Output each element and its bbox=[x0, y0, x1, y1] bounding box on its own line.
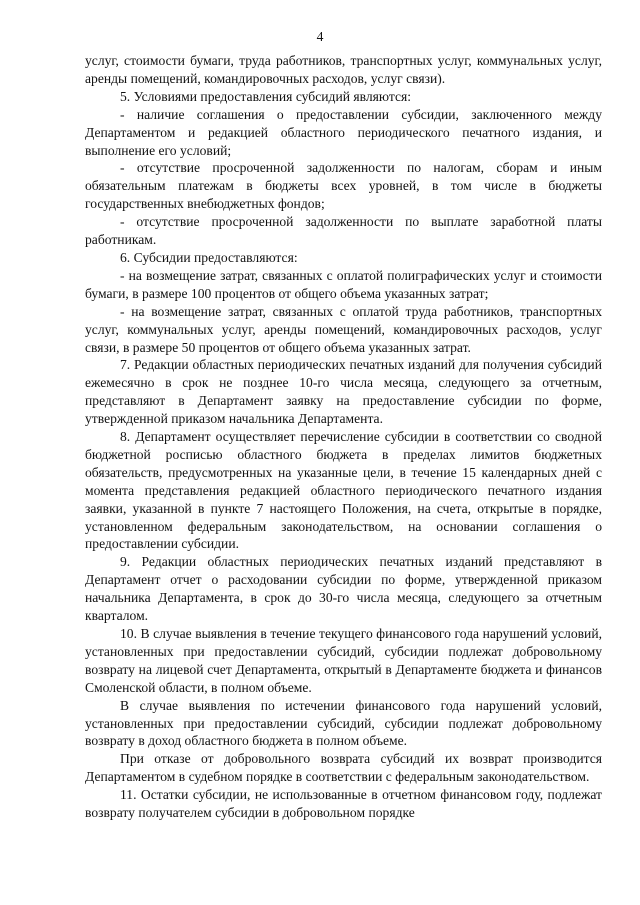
paragraph-9: 9. Редакции областных периодических печатных изданий представляют в Департамент отчет о расходовании субсидии по форме, утвержденной приказом начальника Департамента, в срок до 30-го числа месяца, следующего за отчетным кварталом. bbox=[85, 554, 602, 624]
bullet-no-tax-debt: - отсутствие просроченной задолженности по налогам, сборам и иным обязательным платежам в бюджеты всех уровней, в том числе в бюджеты государственных внебюджетных фондов; bbox=[85, 160, 602, 212]
paragraph-11: 11. Остатки субсидии, не использованные в отчетном финансовом году, подлежат возврату получателем субсидии в добровольном порядке bbox=[85, 787, 602, 821]
paragraph-10: 10. В случае выявления в течение текущего финансового года нарушений условий, установленных при предоставлении субсидий, субсидии подлежат добровольному возврату на лицевой счет Департамента, открытый в Департаменте бюджета и финансов Смоленской области, в полном объеме. bbox=[85, 626, 602, 695]
paragraph-10-after-year: В случае выявления по истечении финансового года нарушений условий, установленных при предоставлении субсидий, субсидии подлежат добровольному возврату в доход областного бюджета в полном объеме. bbox=[85, 697, 602, 749]
paragraph-6-heading: 6. Субсидии предоставляются: bbox=[120, 249, 298, 265]
bullet-labor-costs: - на возмещение затрат, связанных с оплатой труда работников, транспортных услуг, коммунальных услуг, аренды помещений, командировочных расходов, услуг связи, в размере 50 процентов от общего объема указанных затрат. bbox=[85, 303, 602, 355]
paragraph-7: 7. Редакции областных периодических печатных изданий для получения субсидий ежемесячно в срок не позднее 10-го числа месяца, следующего за отчетным, представляют в Департамент заявку на предоставление субсидии по форме, утвержденной приказом начальника Департамента. bbox=[85, 357, 602, 427]
page-number: 4 bbox=[316, 29, 324, 44]
bullet-agreement: - наличие соглашения о предоставлении субсидии, заключенного между Департаментом и редакцией областного периодического печатного издания, и выполнение его условий; bbox=[85, 106, 602, 158]
bullet-printing-costs: - на возмещение затрат, связанных с оплатой полиграфических услуг и стоимости бумаги, в размере 100 процентов от общего объема указанных затрат; bbox=[85, 267, 602, 301]
paragraph-continuation: услуг, стоимости бумаги, труда работников, транспортных услуг, коммунальных услуг, аренды помещений, командировочных расходов, услуг связи). bbox=[85, 53, 602, 86]
bullet-no-salary-debt: - отсутствие просроченной задолженности по выплате заработной платы работникам. bbox=[85, 214, 602, 248]
paragraph-8: 8. Департамент осуществляет перечисление субсидии в соответствии со сводной бюджетной росписью областного бюджета в пределах лимитов бюджетных обязательств, предусмотренных на указанные цели, в течение 15 календарных дней с момента представления редакцией областного периодического печатного издания заявки, указанной в пункте 7 настоящего Положения, на счета, открытые в порядке, установленном федеральным законодательством, на основании соглашения о предоставлении субсидии. bbox=[85, 429, 602, 552]
paragraph-5-heading: 5. Условиями предоставления субсидий являются: bbox=[120, 88, 412, 104]
paragraph-10-refusal: При отказе от добровольного возврата субсидий их возврат производится Департаментом в судебном порядке в соответствии с федеральным законодательством. bbox=[85, 751, 602, 785]
document-body bbox=[85, 52, 602, 822]
